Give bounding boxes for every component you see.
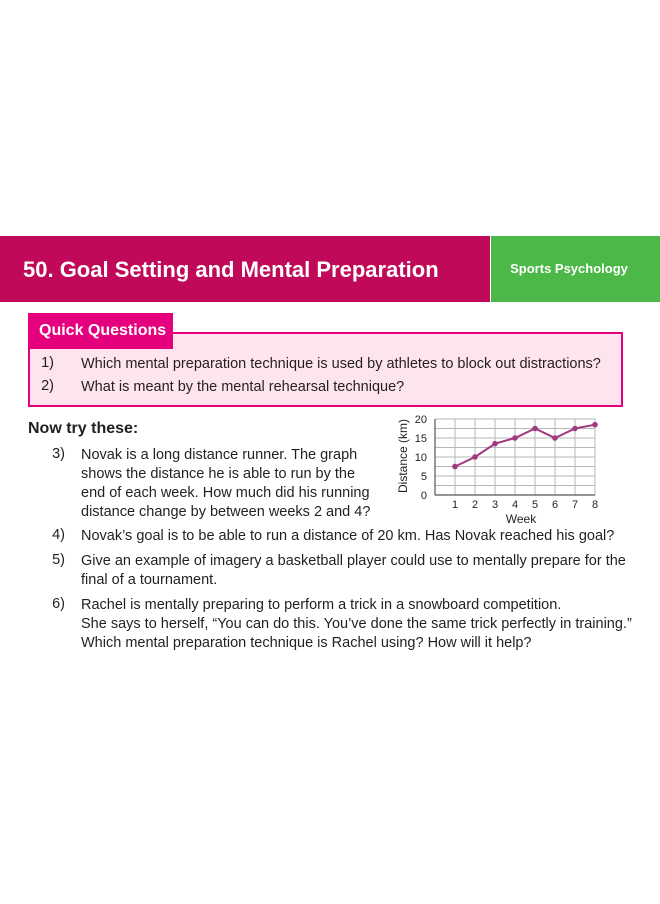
question-line: Give an example of imagery a basketball player could use to mentally prepare for the — [81, 553, 626, 569]
question-line: Novak’s goal is to be able to run a distance of 20 km. Has Novak reached his goal? — [81, 528, 615, 544]
x-tick-label: 2 — [471, 499, 479, 511]
question-number: 5) — [52, 552, 65, 568]
question-number: 1) — [41, 355, 54, 371]
y-tick-label: 20 — [414, 414, 427, 426]
page-title: 50. Goal Setting and Mental Preparation — [23, 257, 439, 282]
question-number: 6) — [52, 596, 65, 612]
x-tick-labels — [452, 499, 598, 511]
y-axis-label: Distance (km) — [396, 418, 410, 494]
now-try-heading: Now try these: — [28, 420, 139, 437]
data-point — [492, 441, 498, 447]
x-tick-label: 7 — [571, 499, 579, 511]
question-line: end of each week. How much did his running — [81, 485, 370, 501]
question-line: She says to herself, “You can do this. You’ve done the same trick perfectly in training.” — [81, 616, 632, 632]
y-tick-label: 5 — [420, 471, 427, 483]
data-point — [452, 464, 458, 470]
question-line: Novak is a long distance runner. The graph — [81, 447, 358, 463]
x-tick-label: 4 — [511, 499, 519, 511]
data-point — [592, 422, 598, 428]
question-number: 4) — [52, 527, 65, 543]
y-tick-labels — [415, 414, 427, 502]
question-line: final of a tournament. — [81, 572, 218, 588]
x-tick-label: 6 — [551, 499, 559, 511]
question-line: shows the distance he is able to run by the — [81, 466, 356, 482]
y-tick-label: 10 — [414, 452, 427, 464]
y-tick-label: 0 — [420, 490, 427, 502]
question-line: Which mental preparation technique is Rachel using? How will it help? — [81, 635, 532, 651]
topic-tag — [491, 236, 660, 302]
topic-tag-label: Sports Psychology — [510, 261, 628, 276]
data-point — [512, 435, 518, 441]
data-point — [572, 426, 578, 432]
question-number: 2) — [41, 378, 54, 394]
data-point — [552, 435, 558, 441]
quick-questions-label: Quick Questions — [28, 313, 173, 349]
distance-chart — [390, 408, 610, 530]
x-tick-label: 3 — [491, 499, 499, 511]
x-axis-label: Week — [505, 512, 537, 526]
x-tick-label: 5 — [531, 499, 539, 511]
data-point — [472, 454, 478, 460]
data-points — [452, 422, 598, 469]
x-tick-label: 8 — [591, 499, 599, 511]
question-number: 3) — [52, 446, 65, 462]
question-line: Rachel is mentally preparing to perform a trick in a snowboard competition. — [81, 597, 562, 613]
page-header — [0, 236, 660, 302]
question-text: Which mental preparation technique is used by athletes to block out distractions? — [81, 356, 601, 372]
x-tick-label: 1 — [451, 499, 459, 511]
header-title-bar — [0, 236, 490, 302]
question-text: What is meant by the mental rehearsal technique? — [81, 379, 405, 395]
y-tick-label: 15 — [414, 433, 427, 445]
question-line: distance change by between weeks 2 and 4? — [81, 504, 371, 520]
data-point — [532, 426, 538, 432]
